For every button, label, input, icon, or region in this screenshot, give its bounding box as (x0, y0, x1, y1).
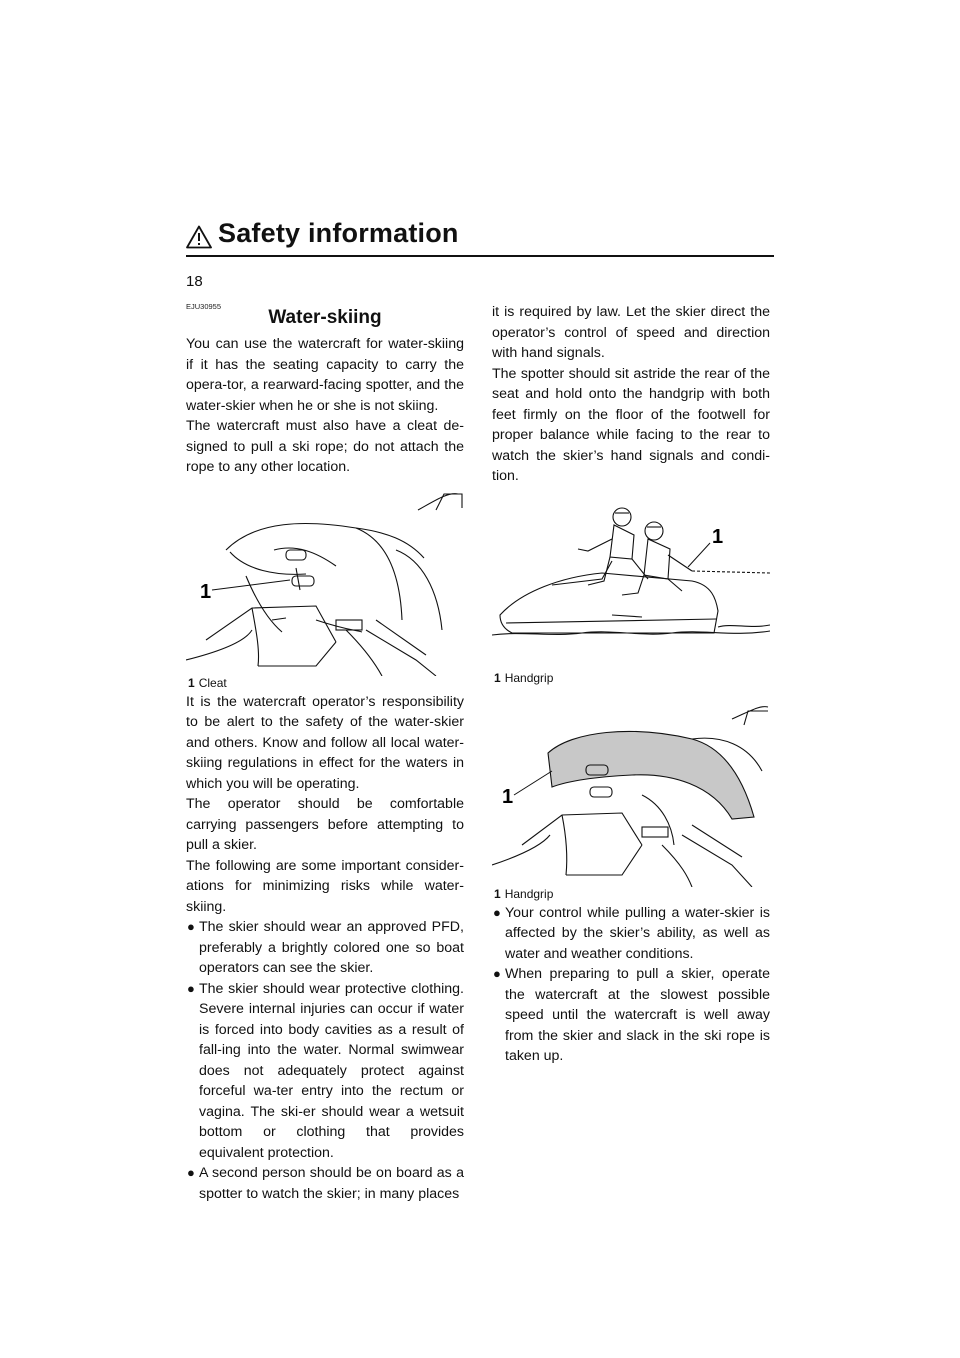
figure-riders (492, 495, 770, 687)
bullet-icon: ● (187, 1165, 195, 1180)
header-title: Safety information (218, 218, 459, 248)
caption-text: Handgrip (504, 670, 554, 685)
bullet-icon: ● (493, 904, 501, 920)
page-header (186, 218, 774, 262)
section-code: EJU30955 (186, 302, 222, 311)
header-rule (186, 255, 774, 257)
figure-handgrip (492, 695, 770, 903)
figure-caption (186, 676, 464, 692)
cleat-illustration (186, 480, 464, 676)
warning-triangle-icon (186, 225, 212, 249)
bullet-list-left (186, 917, 464, 1204)
figure-callout: 1 (502, 785, 514, 808)
figure-caption (492, 887, 770, 903)
caption-number: 1 (188, 675, 195, 690)
riders-illustration (492, 495, 770, 671)
list-item: ● A second person should be on board as a spotter to watch the skier; in many places (187, 1165, 464, 1202)
list-item: ● When preparing to pull a skier, operate the watercraft at the slowest possible speed until the watercraft is well away from the skier and slack in the ski rope is taken up. (493, 966, 770, 1064)
page-number: 18 (186, 273, 203, 290)
bullet-icon: ● (493, 966, 501, 981)
right-column (492, 302, 770, 1067)
spotter-paragraph: The spotter should sit astride the rear of the seat and hold onto the handgrip with both feet firmly on the floor of the footwell for proper balance while facing to the rear to watch the skier’s hand signals and condi-tion. (492, 365, 770, 484)
handgrip-illustration (492, 695, 770, 887)
list-item: ● Your control while pulling a water-skier is affected by the skier’s ability, as well as water and weather conditions. (493, 904, 770, 962)
continuation-paragraph: it is required by law. Let the skier direct the operator’s control of speed and direction with hand signals. (492, 304, 770, 361)
section-title: Water-skiing (268, 307, 382, 328)
intro-paragraph: The watercraft must also have a cleat de-signed to pull a ski rope; do not attach the rope to any other location. (186, 418, 464, 475)
body-paragraph: The following are some important consider-ations for minimizing risks while water-skiing. (186, 857, 464, 915)
caption-text: Cleat (198, 675, 227, 690)
caption-number: 1 (494, 886, 501, 901)
list-item: ● The skier should wear an approved PFD, preferably a brightly colored one so boat operators can see the skier. (187, 919, 464, 976)
caption-number: 1 (494, 670, 501, 685)
figure-callout: 1 (712, 525, 724, 548)
bullet-icon: ● (187, 919, 195, 934)
bullet-icon: ● (187, 980, 195, 996)
bullet-list-right (492, 903, 770, 1067)
figure-cleat (186, 480, 464, 692)
intro-paragraph: You can use the watercraft for water-skiing if it has the seating capacity to carry the opera-tor, a rearward-facing spotter, and the water-skier when he or she is not skiing. (186, 336, 464, 414)
figure-caption (492, 671, 770, 687)
caption-text: Handgrip (504, 886, 554, 901)
left-column (186, 302, 464, 1204)
figure-callout: 1 (200, 580, 212, 603)
body-paragraph: The operator should be comfortable carrying passengers before attempting to pull a skier. (186, 796, 464, 853)
body-paragraph: It is the watercraft operator’s responsibility to be alert to the safety of the water-skier and others. Know and follow all local water-skiing regulations in effect for the waters in which you will be operating. (186, 693, 464, 792)
list-item: ● The skier should wear protective clothing. Severe internal injuries can occur if water is forced into body cavities as a result of fall-ing into the water. Normal swimwear does not adequately protect against forceful wa-ter entry into the rectum or vagina. The ski-er should wear a wetsuit bottom or clothing that provides equivalent protection. (187, 980, 464, 1161)
